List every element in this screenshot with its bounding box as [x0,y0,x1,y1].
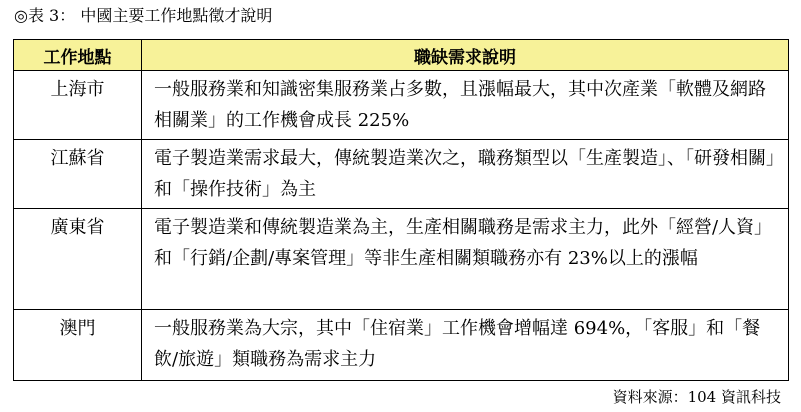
description-cell [142,140,789,209]
table-row [14,310,789,381]
table-row [14,140,789,209]
table-row [14,209,789,310]
source-note: 資料來源：104 資訊科技 [612,388,781,406]
location-cell: 澳門 [14,310,142,381]
description-cell [142,209,789,310]
description-text: 電子製造業和傳統製造業為主，生產相關職務是需求主力，此外「經營/人資」和「行銷/企劃/專案管理」等非生產相關類職務亦有 23%以上的漲幅 [154,217,773,269]
table-header-row [14,40,789,71]
description-cell [142,71,789,140]
location-cell: 上海市 [14,71,142,140]
location-cell: 廣東省 [14,209,142,310]
location-cell: 江蘇省 [14,140,142,209]
job-demand-table [13,39,789,381]
description-cell [142,310,789,381]
description-text: 一般服務業和知識密集服務業占多數，且漲幅最大，其中次產業「軟體及網路相關業」的工作機會成長 225% [154,79,766,131]
column-header-location: 工作地點 [14,40,142,71]
description-text: 電子製造業需求最大，傳統製造業次之，職務類型以「生產製造」、「研發相關」和「操作技術」為主 [154,148,775,200]
description-text: 一般服務業為大宗，其中「住宿業」工作機會增幅達 694%，「客服」和「餐飲/旅遊」類職務為需求主力 [154,318,761,370]
table-caption: ◎表 3： 中國主要工作地點徵才說明 [14,6,273,25]
table-row [14,71,789,140]
column-header-description: 職缺需求說明 [142,40,789,71]
